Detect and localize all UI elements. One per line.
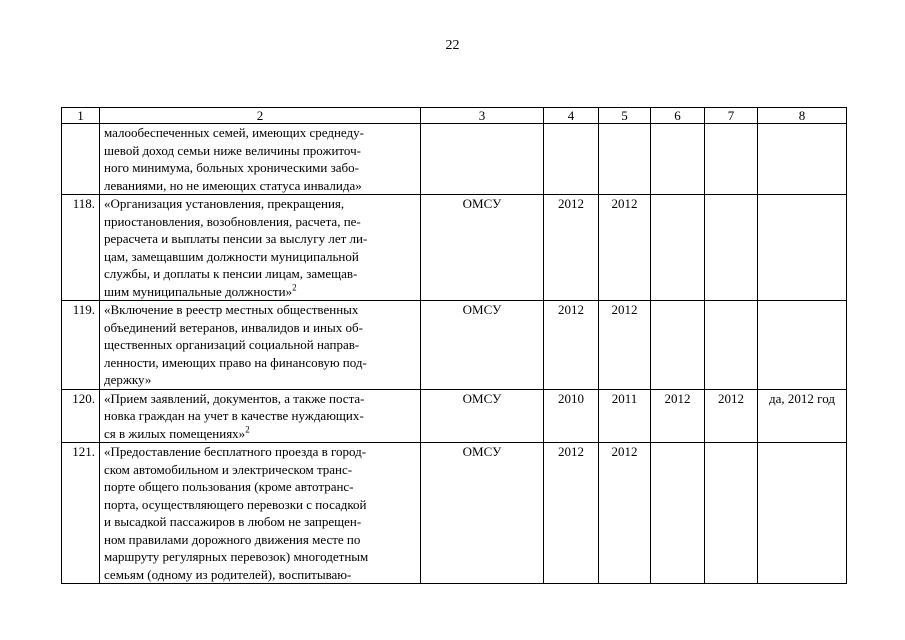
header-cell-7: 7 xyxy=(705,108,758,124)
service-name xyxy=(100,301,421,390)
service-name-text: малообеспеченных семей, имеющих среднеду- xyxy=(104,125,364,140)
year-col-5: 2012 xyxy=(599,195,651,301)
responsible-body xyxy=(421,124,544,195)
service-name-text: «Предоставление бесплатного проезда в город- xyxy=(104,444,367,459)
table-row xyxy=(62,195,847,301)
service-name-text: ном правилами дорожного движения месте по xyxy=(104,531,361,547)
service-name-text: рерасчета и выплаты пенсии за выслугу лет ли- xyxy=(104,231,368,246)
year-col-4: 2010 xyxy=(544,389,599,443)
service-name-text: и высадкой пассажиров в любом не запрещен- xyxy=(104,514,362,529)
header-cell-4: 4 xyxy=(544,108,599,124)
service-name-line xyxy=(104,478,416,496)
year-col-5: 2011 xyxy=(599,389,651,443)
service-name-text: новка граждан на учет в качестве нуждающих- xyxy=(104,408,364,423)
service-name-line xyxy=(104,461,416,479)
page-number: 22 xyxy=(445,38,460,53)
table-row xyxy=(62,124,847,195)
service-name-text: «Включение в реестр местных общественных xyxy=(104,302,359,317)
service-name-text: ленности, имеющих право на финансовую под- xyxy=(104,354,367,370)
year-col-4: 2012 xyxy=(544,301,599,390)
status-col-8 xyxy=(758,195,847,301)
row-number xyxy=(62,124,100,195)
responsible-body: ОМСУ xyxy=(421,301,544,390)
service-name-text: порта, осуществляющего перевозки с посадкой xyxy=(104,496,367,512)
service-name-line xyxy=(104,336,416,354)
service-name xyxy=(100,443,421,584)
responsible-body: ОМСУ xyxy=(421,389,544,443)
year-col-4: 2012 xyxy=(544,443,599,584)
service-name-line xyxy=(104,159,416,177)
service-name-line xyxy=(104,496,416,514)
header-cell-3: 3 xyxy=(421,108,544,124)
header-cell-2: 2 xyxy=(100,108,421,124)
year-col-5: 2012 xyxy=(599,443,651,584)
footnote-mark: 2 xyxy=(245,424,250,435)
table-row xyxy=(62,389,847,443)
year-col-6 xyxy=(651,124,705,195)
year-col-4 xyxy=(544,124,599,195)
year-col-7 xyxy=(705,443,758,584)
service-name-line xyxy=(104,566,416,584)
service-name-line xyxy=(104,301,416,319)
service-name-text: держку» xyxy=(104,372,152,387)
row-number: 119. xyxy=(62,301,100,390)
status-col-8 xyxy=(758,124,847,195)
status-col-8: да, 2012 год xyxy=(758,389,847,443)
header-cell-1: 1 xyxy=(62,108,100,124)
service-name-line xyxy=(104,390,416,408)
status-col-8 xyxy=(758,443,847,584)
service-name-line xyxy=(104,230,416,248)
service-name-line xyxy=(104,548,416,566)
year-col-6 xyxy=(651,301,705,390)
service-name-line xyxy=(104,371,416,389)
service-name-text: ного минимума, больных хроническими забо- xyxy=(104,160,359,175)
service-name-line xyxy=(104,531,416,549)
service-name-line xyxy=(104,195,416,213)
header-row xyxy=(62,108,847,124)
service-name-line xyxy=(104,425,416,443)
year-col-6: 2012 xyxy=(651,389,705,443)
service-name xyxy=(100,389,421,443)
service-name-line xyxy=(104,407,416,425)
service-name-text: щественных организаций социальной направ- xyxy=(104,337,360,352)
row-number: 121. xyxy=(62,443,100,584)
service-name-text: ском автомобильном и электрическом транс- xyxy=(104,461,353,477)
service-name-text: порте общего пользования (кроме автотранс- xyxy=(104,479,354,494)
service-name-line xyxy=(104,248,416,266)
service-name-line xyxy=(104,265,416,283)
header-cell-5: 5 xyxy=(599,108,651,124)
service-name xyxy=(100,124,421,195)
service-name-line xyxy=(104,142,416,160)
service-name-line xyxy=(104,283,416,301)
service-name-text: семьям (одному из родителей), воспитываю- xyxy=(104,566,352,582)
responsible-body: ОМСУ xyxy=(421,443,544,584)
service-name-line xyxy=(104,443,416,461)
year-col-6 xyxy=(651,195,705,301)
service-name-line xyxy=(104,354,416,372)
service-name-text: цам, замещавшим должности муниципальной xyxy=(104,248,359,264)
footnote-mark: 2 xyxy=(292,282,297,293)
year-col-4: 2012 xyxy=(544,195,599,301)
year-col-7 xyxy=(705,301,758,390)
year-col-7 xyxy=(705,195,758,301)
service-name-line xyxy=(104,177,416,195)
service-name-line xyxy=(104,513,416,531)
service-name-text: «Организация установления, прекращения, xyxy=(104,196,345,211)
service-name-line xyxy=(104,319,416,337)
table-row xyxy=(62,301,847,390)
year-col-5 xyxy=(599,124,651,195)
service-name-text: объединений ветеранов, инвалидов и иных об- xyxy=(104,319,363,335)
row-number: 120. xyxy=(62,389,100,443)
service-name-line xyxy=(104,124,416,142)
header-cell-8: 8 xyxy=(758,108,847,124)
table-row xyxy=(62,443,847,584)
year-col-6 xyxy=(651,443,705,584)
year-col-7: 2012 xyxy=(705,389,758,443)
service-name-text: «Прием заявлений, документов, а также поста- xyxy=(104,390,365,406)
row-number: 118. xyxy=(62,195,100,301)
service-name-text: леваниями, но не имеющих статуса инвалида» xyxy=(104,177,362,193)
year-col-5: 2012 xyxy=(599,301,651,390)
services-table xyxy=(61,107,847,584)
service-name-text: шевой доход семьи ниже величины прожиточ- xyxy=(104,142,361,158)
service-name xyxy=(100,195,421,301)
header-cell-6: 6 xyxy=(651,108,705,124)
service-name-text: маршруту регулярных перевозок) многодетным xyxy=(104,549,369,564)
service-name-text: шим муниципальные должности» xyxy=(104,283,293,299)
responsible-body: ОМСУ xyxy=(421,195,544,301)
service-name-text: приостановления, возобновления, расчета, пе- xyxy=(104,213,361,229)
service-name-line xyxy=(104,213,416,231)
status-col-8 xyxy=(758,301,847,390)
service-name-text: ся в жилых помещениях» xyxy=(104,425,246,441)
service-name-text: службы, и доплаты к пенсии лицам, замещав- xyxy=(104,266,358,281)
year-col-7 xyxy=(705,124,758,195)
